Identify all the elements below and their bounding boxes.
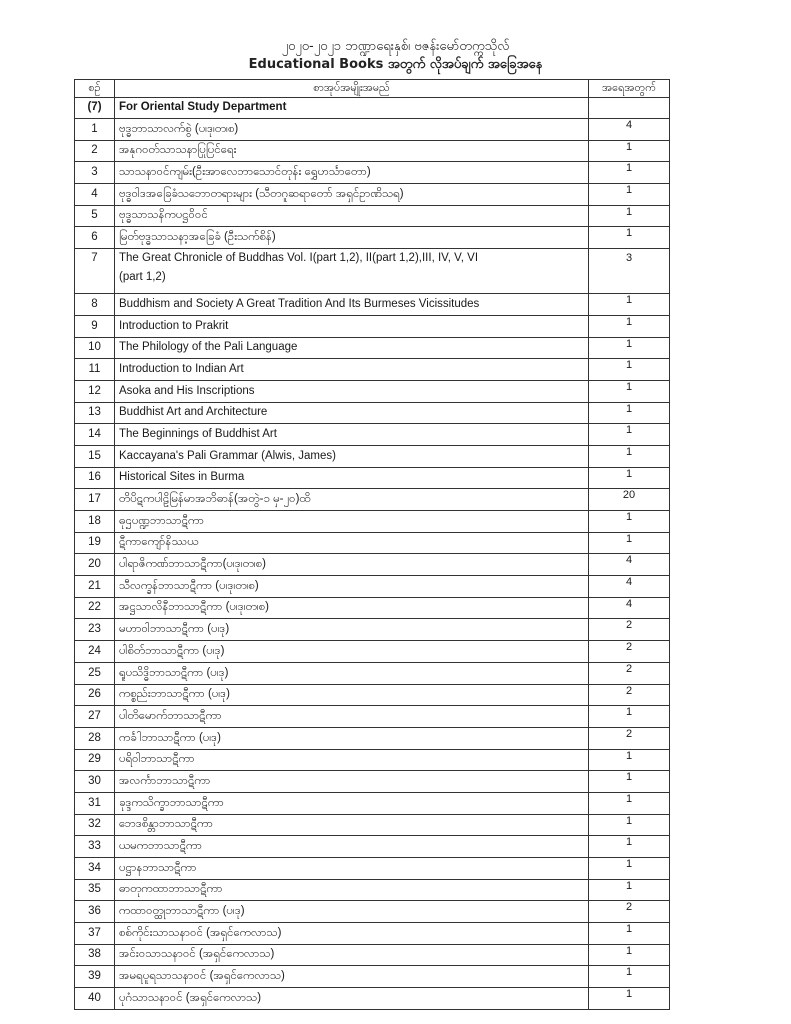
table-row — [75, 294, 670, 316]
book-title: The Philology of the Pali Language — [115, 337, 589, 359]
book-quantity: 1 — [589, 315, 670, 337]
book-quantity: 20 — [589, 489, 670, 511]
book-title: အဋ္ဌသာလိနီဘာသာဋီကာ (ပ၊ဒု၊တ၊စ) — [115, 597, 589, 619]
book-quantity: 1 — [589, 467, 670, 489]
book-quantity: 2 — [589, 901, 670, 923]
row-number: 11 — [75, 359, 115, 381]
row-number: 31 — [75, 792, 115, 814]
book-title: Buddhism and Society A Great Tradition And Its Burmeses Vicissitudes — [115, 294, 589, 316]
row-number: 20 — [75, 554, 115, 576]
table-row — [75, 227, 670, 249]
row-number: 4 — [75, 184, 115, 206]
table-row — [75, 576, 670, 598]
row-number: 36 — [75, 901, 115, 923]
book-quantity: 1 — [589, 706, 670, 728]
column-header-title: စာအုပ်အမျိုးအမည် — [115, 80, 589, 98]
book-quantity: 1 — [589, 445, 670, 467]
table-row — [75, 597, 670, 619]
row-number: 26 — [75, 684, 115, 706]
book-title: သာသနာဝင်ကျမ်း(ဦးအာလေဘာသောင်တုန်း ရွှေဟင်္သာတော) — [115, 162, 589, 184]
table-row — [75, 119, 670, 141]
book-title: ဘေဒစိန္တာဘာသာဋီကာ — [115, 814, 589, 836]
book-quantity: 1 — [589, 858, 670, 880]
row-number: 22 — [75, 597, 115, 619]
book-title: ယမကဘာသာဋီကာ — [115, 836, 589, 858]
row-number: 10 — [75, 337, 115, 359]
table-row — [75, 641, 670, 663]
book-quantity: 1 — [589, 966, 670, 988]
table-row — [75, 249, 670, 294]
section-title: For Oriental Study Department — [115, 98, 589, 119]
book-quantity: 4 — [589, 576, 670, 598]
book-title: ပရိဝါဘာသာဋီကာ — [115, 749, 589, 771]
table-row — [75, 944, 670, 966]
book-title: Buddhist Art and Architecture — [115, 402, 589, 424]
row-number: 27 — [75, 706, 115, 728]
book-quantity: 1 — [589, 294, 670, 316]
table-row — [75, 467, 670, 489]
table-row — [75, 749, 670, 771]
book-title-line: The Great Chronicle of Buddhas Vol. I(part 1,2), II(part 1,2),III, IV, V, VI — [119, 252, 479, 265]
book-quantity: 1 — [589, 205, 670, 227]
book-quantity: 1 — [589, 337, 670, 359]
row-number: 37 — [75, 923, 115, 945]
book-quantity: 1 — [589, 879, 670, 901]
book-title: The Beginnings of Buddhist Art — [115, 424, 589, 446]
book-title: ရူပသိဒ္ဓိဘာသာဋီကာ (ပ၊ဒု) — [115, 662, 589, 684]
row-number: 33 — [75, 836, 115, 858]
table-row — [75, 858, 670, 880]
row-number: 32 — [75, 814, 115, 836]
row-number: 2 — [75, 140, 115, 162]
book-title: အနုဂဝတ်သာသနာပြုပြင်ရေး — [115, 140, 589, 162]
row-number: 15 — [75, 445, 115, 467]
book-title: အင်းဝသာသနာဝင် (အရှင်ကေလာသ) — [115, 944, 589, 966]
book-title: မြတ်ဗုဒ္ဓသာသနာ့အခြေခံ (ဦးသက်စိန်) — [115, 227, 589, 249]
book-title: ဋီကာကျော်နိဿယ — [115, 532, 589, 554]
book-title: ဓာတုကထာဘာသာဋီကာ — [115, 879, 589, 901]
row-number: 16 — [75, 467, 115, 489]
column-header-no: စဉ် — [75, 80, 115, 98]
book-title: မဟာဝါဘာသာဋီကာ (ပ၊ဒု) — [115, 619, 589, 641]
row-number: 39 — [75, 966, 115, 988]
book-quantity: 1 — [589, 532, 670, 554]
table-row — [75, 619, 670, 641]
book-quantity: 4 — [589, 597, 670, 619]
table-row — [75, 445, 670, 467]
row-number: 25 — [75, 662, 115, 684]
book-quantity: 1 — [589, 140, 670, 162]
table-row — [75, 140, 670, 162]
table-row — [75, 879, 670, 901]
book-title: အမရပူရသာသနာဝင် (အရှင်ကေလာသ) — [115, 966, 589, 988]
table-row — [75, 706, 670, 728]
book-title: ကထာဝတ္ထုဘာသာဋီကာ (ပ၊ဒု) — [115, 901, 589, 923]
row-number: 24 — [75, 641, 115, 663]
document-subtitle: Educational Books အတွက် လိုအပ်ချက် အခြေအနေ — [248, 57, 543, 72]
book-title — [115, 249, 589, 294]
row-number: 28 — [75, 727, 115, 749]
book-title: Introduction to Indian Art — [115, 359, 589, 381]
book-quantity: 1 — [589, 380, 670, 402]
row-number: 29 — [75, 749, 115, 771]
row-number: 21 — [75, 576, 115, 598]
table-row — [75, 489, 670, 511]
book-quantity: 2 — [589, 619, 670, 641]
table-row — [75, 554, 670, 576]
book-quantity: 1 — [589, 988, 670, 1010]
table-row — [75, 511, 670, 533]
book-quantity: 2 — [589, 727, 670, 749]
book-title: Historical Sites in Burma — [115, 467, 589, 489]
row-number: 13 — [75, 402, 115, 424]
section-number: (7) — [75, 98, 115, 119]
book-title: တိပိဋကပါဠိမြန်မာအဘိဓာန်(အတွဲ-၁ မှ-၂၀)ထိ — [115, 489, 589, 511]
book-title: ပါတိမောက်ဘာသာဋီကာ — [115, 706, 589, 728]
table-row — [75, 901, 670, 923]
row-number: 17 — [75, 489, 115, 511]
book-quantity: 1 — [589, 749, 670, 771]
document-title: ၂၀၂၀-၂၀၂၁ ဘဏ္ဍာရေးနှစ်၊ ဗဇန်းမော်တက္ကသိုလ် — [281, 39, 510, 54]
table-row — [75, 424, 670, 446]
book-quantity: 1 — [589, 359, 670, 381]
row-number: 30 — [75, 771, 115, 793]
row-number: 40 — [75, 988, 115, 1010]
book-title: ကင်္ခါဘာသာဋီကာ (ပ၊ဒု) — [115, 727, 589, 749]
books-table — [74, 79, 670, 1010]
book-title: ခုဒ္ဒကသိက္ခာဘာသာဋီကာ — [115, 792, 589, 814]
row-number: 34 — [75, 858, 115, 880]
row-number: 18 — [75, 511, 115, 533]
row-number: 1 — [75, 119, 115, 141]
table-row — [75, 966, 670, 988]
book-title: Asoka and His Inscriptions — [115, 380, 589, 402]
book-quantity: 1 — [589, 792, 670, 814]
book-title: ဗုဒ္ဓဘာသာလက်စွဲ (ပ၊ဒု၊တ၊စ) — [115, 119, 589, 141]
row-number: 12 — [75, 380, 115, 402]
table-row — [75, 923, 670, 945]
row-number: 7 — [75, 249, 115, 294]
table-row — [75, 337, 670, 359]
row-number: 3 — [75, 162, 115, 184]
book-title: ကစ္စည်းဘာသာဋီကာ (ပ၊ဒု) — [115, 684, 589, 706]
book-quantity: 1 — [589, 836, 670, 858]
table-row — [75, 359, 670, 381]
book-title: ဗုဒ္ဓဝါဒအခြေခံသဘောတရားများ (သီတဂူဆရာတော် အရှင်ဥာဏိသရ) — [115, 184, 589, 206]
row-number: 38 — [75, 944, 115, 966]
table-row — [75, 988, 670, 1010]
table-row — [75, 162, 670, 184]
book-quantity: 4 — [589, 554, 670, 576]
book-quantity: 1 — [589, 944, 670, 966]
table-row — [75, 315, 670, 337]
table-header-row — [75, 80, 670, 98]
row-number: 35 — [75, 879, 115, 901]
book-title: Kaccayana's Pali Grammar (Alwis, James) — [115, 445, 589, 467]
book-quantity: 1 — [589, 424, 670, 446]
book-quantity: 1 — [589, 162, 670, 184]
table-row — [75, 684, 670, 706]
table-row — [75, 532, 670, 554]
book-title: Introduction to Prakrit — [115, 315, 589, 337]
book-quantity: 4 — [589, 119, 670, 141]
row-number: 19 — [75, 532, 115, 554]
book-title: သီလက္ခန်ဘာသာဋီကာ (ပ၊ဒု၊တ၊စ) — [115, 576, 589, 598]
book-title: ပါရာဇိကဏ်ဘာသာဋီကာ(ပ၊ဒု၊တ၊စ) — [115, 554, 589, 576]
book-quantity: 1 — [589, 923, 670, 945]
row-number: 5 — [75, 205, 115, 227]
table-row — [75, 727, 670, 749]
table-row — [75, 380, 670, 402]
table-row — [75, 814, 670, 836]
row-number: 8 — [75, 294, 115, 316]
table-row — [75, 792, 670, 814]
book-quantity: 2 — [589, 662, 670, 684]
book-quantity: 2 — [589, 641, 670, 663]
table-row — [75, 662, 670, 684]
column-header-quantity: အရေအတွက် — [589, 80, 670, 98]
book-quantity: 1 — [589, 402, 670, 424]
table-row — [75, 184, 670, 206]
book-title: ဗုဒ္ဓသာသနိကပဋ္ဌဝိဝင် — [115, 205, 589, 227]
book-title: ပဋ္ဌာနဘာသာဋီကာ — [115, 858, 589, 880]
book-title: စစ်ကိုင်းသာသနာဝင် (အရှင်ကေလာသ) — [115, 923, 589, 945]
book-title: ပါစိတ်ဘာသာဋီကာ (ပ၊ဒု) — [115, 641, 589, 663]
table-row — [75, 836, 670, 858]
table-row — [75, 402, 670, 424]
row-number: 9 — [75, 315, 115, 337]
book-quantity: 1 — [589, 814, 670, 836]
row-number: 14 — [75, 424, 115, 446]
book-title: ပုဂံသာသနာဝင် (အရှင်ကေလာသ) — [115, 988, 589, 1010]
book-quantity: 1 — [589, 227, 670, 249]
book-quantity: 1 — [589, 511, 670, 533]
row-number: 6 — [75, 227, 115, 249]
book-quantity: 1 — [589, 771, 670, 793]
book-quantity: 3 — [589, 249, 670, 294]
book-title: ဓုဌပဏ္ဍဘာသာဋီကာ — [115, 511, 589, 533]
table-row — [75, 771, 670, 793]
book-quantity: 2 — [589, 684, 670, 706]
book-title-continuation: (part 1,2) — [119, 271, 166, 284]
section-row — [75, 98, 670, 119]
row-number: 23 — [75, 619, 115, 641]
section-quantity — [589, 98, 670, 119]
book-title: အလင်္ကာဘာသာဋီကာ — [115, 771, 589, 793]
table-row — [75, 205, 670, 227]
book-quantity: 1 — [589, 184, 670, 206]
